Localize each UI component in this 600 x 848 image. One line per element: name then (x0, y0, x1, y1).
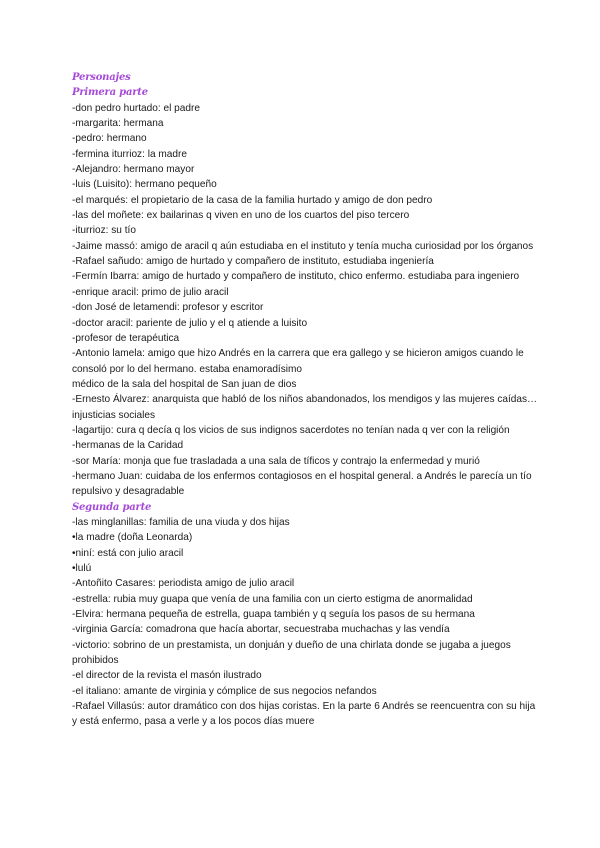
character-line: médico de la sala del hospital de San juan de dios (72, 378, 297, 390)
character-line: -margarita: hermana (72, 118, 164, 130)
character-line: -las minglanillas: familia de una viuda y dos hijas (72, 516, 290, 528)
character-line: -iturrioz: su tío (72, 225, 136, 237)
section-primera-parte-lines (72, 101, 542, 500)
character-line: -don José de letamendi: profesor y escritor (72, 302, 264, 314)
character-line: -enrique aracil: primo de julio aracil (72, 286, 229, 298)
character-line: -el italiano: amante de virginia y cómplice de sus negocios nefandos (72, 685, 377, 697)
document-page (72, 70, 542, 730)
character-line: •lulú (72, 563, 92, 574)
character-line: -victorio: sobrino de un prestamista, un donjuán y dueño de una chirlata donde se jugaba a juegos prohibidos (72, 639, 511, 667)
section-segunda-parte-lines (72, 515, 542, 730)
character-line: -pedro: hermano (72, 133, 147, 145)
character-line: -Antoñito Casares: periodista amigo de julio aracil (72, 578, 295, 590)
character-line: -hermanas de la Caridad (72, 440, 184, 452)
character-line: -Antonio lamela: amigo que hizo Andrés en la carrera que era gallego y se hicieron amigos cuando le consoló por lo del hermano. estaba enamoradísimo (72, 348, 524, 375)
character-line: -profesor de terapéutica (72, 332, 180, 344)
character-line: -hermano Juan: cuidaba de los enfermos contagiosos en el hospital general. a Andrés le parecía un tío repulsivo y desagradable (72, 470, 532, 498)
character-line: -doctor aracil: pariente de julio y el q atiende a luisito (72, 317, 308, 329)
character-line: •la madre (doña Leonarda) (72, 532, 193, 544)
character-line: -estrella: rubia muy guapa que venía de una familia con un cierto estigma de anormalidad (72, 593, 473, 605)
character-line: -sor María: monja que fue trasladada a una sala de tíficos y contrajo la enfermedad y murió (72, 455, 480, 467)
character-line: -Fermín Ibarra: amigo de hurtado y compañero de instituto, chico enfermo. estudiaba para ingeniero (72, 271, 520, 283)
character-line: -virginia García: comadrona que hacía abortar, secuestraba muchachas y las vendía (72, 624, 450, 636)
character-line: -luis (Luisito): hermano pequeño (72, 179, 217, 191)
section-heading-primera-parte: Primera parte (72, 87, 148, 99)
section-heading-segunda-parte: Segunda parte (72, 501, 152, 513)
character-line: -don pedro hurtado: el padre (72, 102, 200, 114)
character-line: -el director de la revista el masón ilustrado (72, 670, 262, 682)
character-line: -las del moñete: ex bailarinas q viven en uno de los cuartos del piso tercero (72, 210, 410, 222)
character-line: -Alejandro: hermano mayor (72, 164, 195, 176)
document-title: Personajes (72, 72, 131, 83)
character-line: -Elvira: hermana pequeña de estrella, guapa también y q seguía los pasos de su hermana (72, 609, 475, 621)
character-line: -Ernesto Álvarez: anarquista que habló de los niños abandonados, los mendigos y las mujeres caídas… injusticias sociales (72, 394, 538, 421)
character-line: -lagartijo: cura q decía q los vicios de sus indignos sacerdotes no tenían nada q ver con la religión (72, 424, 510, 436)
character-line: -el marqués: el propietario de la casa de la familia hurtado y amigo de don pedro (72, 194, 433, 206)
character-line: -Jaime massó: amigo de aracil q aún estudiaba en el instituto y tenía mucha curiosidad por los órganos (72, 240, 534, 252)
character-line: -Rafael Villasús: autor dramático con dos hijas coristas. En la parte 6 Andrés se reencuentra con su hija y está enfermo, pasa a verle y a los pocos días muere (72, 701, 536, 728)
character-line: -fermina iturrioz: la madre (72, 148, 187, 160)
character-line: -Rafael sañudo: amigo de hurtado y compañero de instituto, estudiaba ingeniería (72, 256, 434, 268)
character-line: •niní: está con julio aracil (72, 547, 184, 559)
